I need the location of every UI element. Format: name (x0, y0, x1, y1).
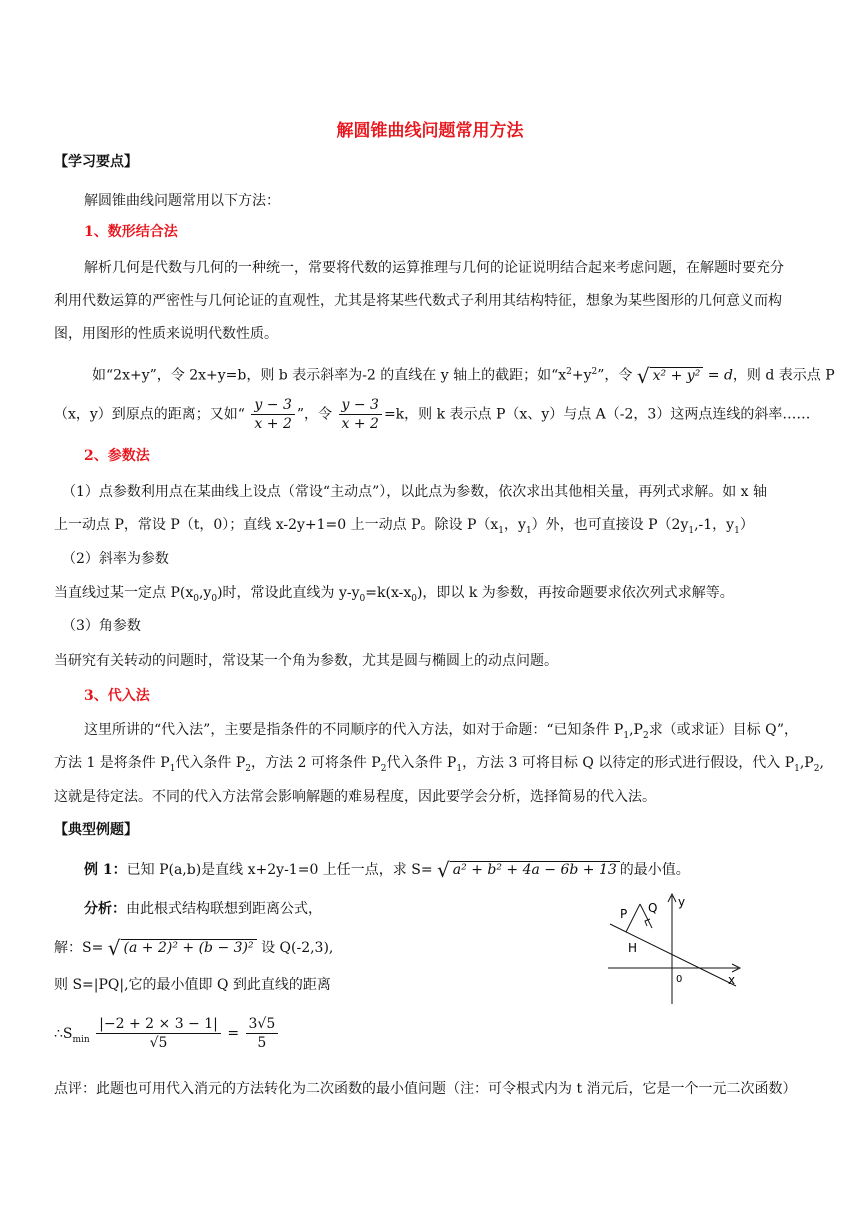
label-y: y (678, 895, 686, 909)
page-title: 解圆锥曲线问题常用方法 (336, 121, 524, 141)
example2-text-c: =k，则 k 表示点 P（x、y）与点 A（-2，3）这两点连线的斜率…… (383, 406, 811, 423)
analysis-label: 分析： (84, 901, 126, 917)
sqrt-expression: √ a² + b² + 4a − 6b + 13 (437, 860, 620, 880)
method2-line2: 上一动点 P，常设 P（t，0）；直线 x-2y+1=0 上一动点 P。除设 $P(x_1$，$y_1$）外，也可直接设 $P(2y_1,-1$，$y_1$） (54, 517, 754, 536)
example1-then: 则 S=|PQ|,它的最小值即 Q 到此直线的距离 (54, 977, 331, 993)
section-heading-examples: 【典型例题】 (54, 822, 138, 838)
method3-line2: 方法 1 是将条件 $P_1$代入条件 $P_2$，方法 2 可将条件 $P_2$代入条件 $P_1$，方法 3 可将目标 Q 以待定的形式进行假设，代入 $P_1,P_2$, (54, 755, 824, 774)
section-heading-key-points: 【学习要点】 (54, 154, 138, 170)
fraction: $\frac{y - 3}{x + 2}$ (251, 396, 294, 433)
example1-analysis: 分析：由此根式结构联想到距离公式， (84, 901, 322, 917)
example-text-c: ”，令 (597, 367, 633, 384)
example1-solution: 解：S= √ (a + 2)² + (b − 3)² 设 Q(-2,3), (54, 936, 334, 960)
label-p: P (620, 907, 628, 921)
method3-heading: 3、代入法 (84, 688, 150, 704)
coordinate-figure (600, 888, 750, 1008)
method1-para-line1: 解析几何是代数与几何的一种统一，常要将代数的运算推理与几何的论证说明结合起来考虑问题，在解题时要充分 (84, 260, 784, 276)
example-text-d: = d (707, 367, 733, 384)
label-origin: 0 (676, 974, 683, 985)
superscript: 2 (566, 367, 572, 377)
label-h: H (628, 941, 638, 955)
fraction: $\frac{|-2 + 2 \times 3 - 1|}{√5}$ (96, 1015, 221, 1052)
example-text-e: ，则 d 表示点 P (732, 367, 835, 384)
sqrt-expression: √ (a + 2)² + (b − 3)² (108, 938, 257, 958)
example-text-b: +y (571, 367, 592, 384)
segment-pq (626, 904, 640, 932)
fraction: $\frac{y - 3}{x + 2}$ (339, 396, 382, 433)
method2-line5: （3）角参数 (62, 618, 141, 634)
method2-line3: （2）斜率为参数 (62, 551, 169, 567)
method1-example-line2 (54, 396, 846, 433)
method3-line3: 这就是待定法。不同的代入方法常会影响解题的难易程度，因此要学会分析，选择简易的代入法。 (54, 789, 656, 805)
example1-statement: 例 1：已知 P(a,b)是直线 x+2y-1=0 上任一点，求 S= √ a² + b² + 4a − 6b + 13 的最小值。 (84, 858, 690, 882)
method2-line6: 当研究有关转动的问题时，常设某一个角为参数，尤其是圆与椭圆上的动点问题。 (54, 653, 558, 669)
example1-comment: 点评：此题也可用代入消元的方法转化为二次函数的最小值问题（注：可令根式内为 t 消元后，它是一个一元二次函数） (54, 1081, 797, 1097)
example-label: 例 1： (84, 862, 127, 878)
fraction: $\frac{3√5}{5}$ (246, 1015, 279, 1052)
method2-line4: 当直线过某一定点 $P(x_0,y_0)$时，常设此直线为 $y-y_0=k(x-x_0)$，即以 k 为参数，再按命题要求依次列式求解等。 (54, 585, 734, 604)
sqrt-expression: √ x² + y² (637, 366, 703, 386)
label-x: x (728, 973, 736, 987)
method2-heading: 2、参数法 (84, 448, 150, 464)
method1-example-line1 (92, 362, 846, 386)
therefore-smin: $\therefore S_{min}$ (54, 1025, 90, 1045)
example-text-a: 如“2x+y”，令 2x+y=b，则 b 表示斜率为-2 的直线在 y 轴上的截距；如“x (92, 367, 567, 384)
example1-result: $\therefore S_{min}$ $\frac{|-2 + 2 \times 3 - 1|}{√5}$ = $\frac{3√5}{5}$ (54, 1015, 846, 1061)
example2-text-a: （x，y）到原点的距离；又如“ (54, 406, 245, 423)
intro-text: 解圆锥曲线问题常用以下方法： (84, 193, 280, 209)
label-q: Q (648, 901, 658, 915)
method1-para-line3: 图，用图形的性质来说明代数性质。 (54, 326, 278, 342)
method2-line1: （1）点参数利用点在某曲线上设点（常设“主动点”），以此点为参数，依次求出其他相关量，再列式求解。如 x 轴 (62, 484, 768, 500)
method3-line1: 这里所讲的“代入法”，主要是指条件的不同顺序的代入方法，如对于命题：“已知条件 $P_1,P_2$求（或求证）目标 Q”， (84, 722, 799, 741)
method1-heading: 1、数形结合法 (84, 224, 178, 240)
method1-para-line2: 利用代数运算的严密性与几何论证的直观性，尤其是将某些代数式子利用其结构特征，想象为某些图形的几何意义而构 (54, 293, 782, 309)
given-line (610, 924, 736, 986)
superscript: 2 (591, 367, 598, 377)
example2-text-b: ”，令 (296, 406, 333, 423)
